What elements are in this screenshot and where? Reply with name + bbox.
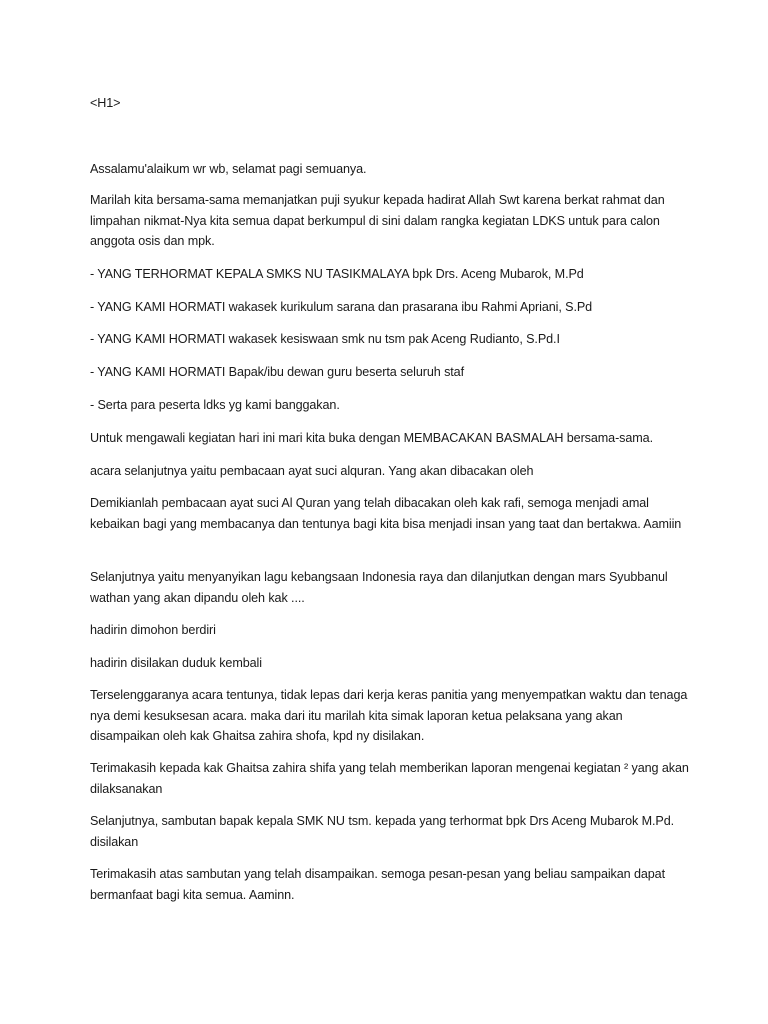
- paragraph-thanks-speech: Terimakasih atas sambutan yang telah disampaikan. semoga pesan-pesan yang beliau sampaikan dapat bermanfaat bagi kita semua. Aaminn.: [90, 867, 665, 902]
- paragraph-sit: hadirin disilakan duduk kembali: [90, 656, 262, 670]
- paragraph-thanks-report: Terimakasih kepada kak Ghaitsa zahira shifa yang telah memberikan laporan mengenai kegiatan ² yang akan dilaksanakan: [90, 761, 689, 796]
- paragraph-principal-speech: Selanjutnya, sambutan bapak kepala SMK NU tsm. kepada yang terhormat bpk Drs Aceng Mubarok M.Pd. disilakan: [90, 814, 675, 849]
- paragraph-quran-closing: Demikianlah pembacaan ayat suci Al Quran yang telah dibacakan oleh kak rafi, semoga menjadi amal kebaikan bagi yang membacanya dan tentunya bagi kita bisa menjadi insan yang taat dan bertakwa. Aamiin: [90, 496, 682, 531]
- paragraph-salutation-5: - Serta para peserta ldks yg kami banggakan.: [90, 398, 340, 412]
- paragraph-salutation-3: - YANG KAMI HORMATI wakasek kesiswaan smk nu tsm pak Aceng Rudianto, S.Pd.I: [90, 332, 560, 346]
- paragraph-opening: Marilah kita bersama-sama memanjatkan puji syukur kepada hadirat Allah Swt karena berkat rahmat dan limpahan nikmat-Nya kita semua dapat berkumpul di sini dalam rangka kegiatan LDKS untuk para calon anggota osis dan mpk.: [90, 193, 665, 248]
- heading-tag: <H1>: [90, 96, 121, 110]
- paragraph-basmalah: Untuk mengawali kegiatan hari ini mari kita buka dengan MEMBACAKAN BASMALAH bersama-sama.: [90, 431, 653, 445]
- paragraph-salutation-1: - YANG TERHORMAT KEPALA SMKS NU TASIKMALAYA bpk Drs. Aceng Mubarok, M.Pd: [90, 267, 584, 281]
- paragraph-salutation-2: - YANG KAMI HORMATI wakasek kurikulum sarana dan prasarana ibu Rahmi Apriani, S.Pd: [90, 300, 593, 314]
- paragraph-anthem: Selanjutnya yaitu menyanyikan lagu kebangsaan Indonesia raya dan dilanjutkan dengan mars Syubbanul wathan yang akan dipandu oleh kak ....: [90, 570, 668, 605]
- paragraph-salutation-4: - YANG KAMI HORMATI Bapak/ibu dewan guru beserta seluruh staf: [90, 365, 464, 379]
- paragraph-greeting: Assalamu'alaikum wr wb, selamat pagi semuanya.: [90, 162, 367, 176]
- paragraph-committee-report: Terselenggaranya acara tentunya, tidak lepas dari kerja keras panitia yang menyempatkan waktu dan tenaga nya demi kesuksesan acara. maka dari itu marilah kita simak laporan ketua pelaksana yang akan disampaikan oleh kak Ghaitsa zahira shofa, kpd ny disilakan.: [90, 688, 688, 743]
- paragraph-stand: hadirin dimohon berdiri: [90, 623, 216, 637]
- paragraph-quran-intro: acara selanjutnya yaitu pembacaan ayat suci alquran. Yang akan dibacakan oleh: [90, 464, 534, 478]
